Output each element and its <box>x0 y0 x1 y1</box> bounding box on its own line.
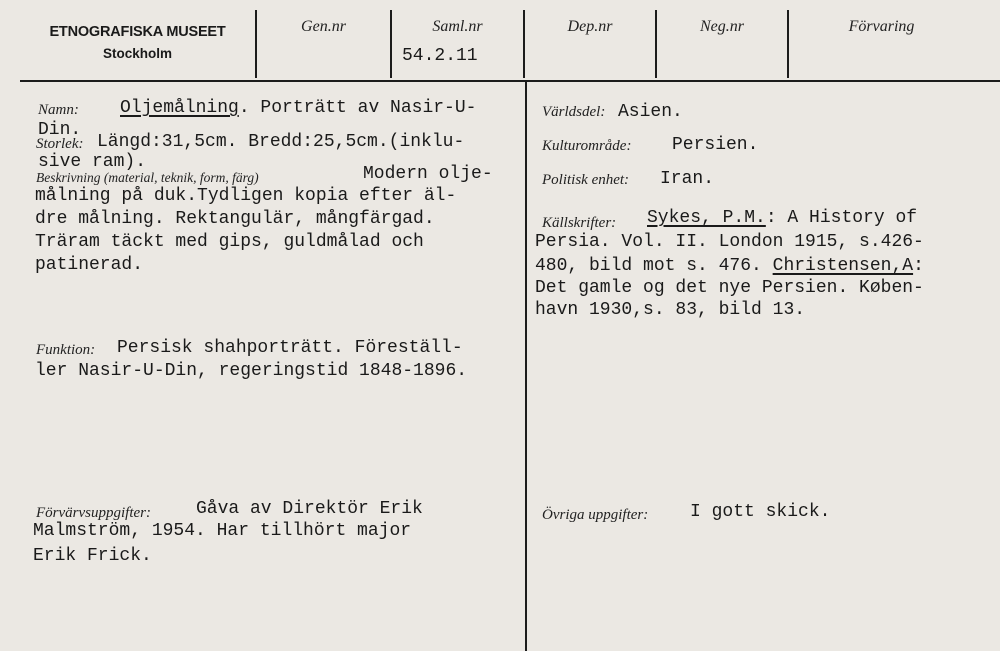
kallskrifter-label: Källskrifter: <box>542 215 617 231</box>
neg-nr-label: Neg.nr <box>700 18 744 35</box>
varldsdel-label: Världsdel: <box>542 104 606 120</box>
namn-rest-1: . Porträtt av Nasir-U- <box>238 98 477 118</box>
header-bottom-rule <box>20 80 1000 82</box>
saml-nr-value: 54.2.11 <box>402 46 478 66</box>
kall-line-3 <box>535 254 924 278</box>
funktion-label: Funktion: <box>36 342 96 358</box>
beskrivning-line-1: Modern olje- <box>363 164 493 184</box>
funktion-line-2: ler Nasir-U-Din, regeringstid 1848-1896. <box>35 361 468 381</box>
kall-line-2: Persia. Vol. II. London 1915, s.426- <box>535 232 924 252</box>
politisk-label: Politisk enhet: <box>542 172 630 188</box>
beskrivning-line-3: dre målning. Rektangulär, mångfärgad. <box>35 209 435 229</box>
kultur-label: Kulturområde: <box>542 138 632 154</box>
funktion-line-1: Persisk shahporträtt. Föreställ- <box>117 338 463 358</box>
politisk-value: Iran. <box>660 169 715 189</box>
kall-line-1-rest: : A History of <box>765 208 918 228</box>
forvarv-label: Förvärvsuppgifter: <box>36 505 151 521</box>
museum-name: ETNOGRAFISKA MUSEET <box>49 24 226 40</box>
forvarv-line-1: Gåva av Direktör Erik <box>196 499 423 519</box>
forvarv-line-2: Malmström, 1954. Har tillhört major <box>33 521 412 541</box>
column-divider <box>525 82 527 651</box>
beskrivning-line-4: Träram täckt med gips, guldmålad och <box>35 232 424 252</box>
storlek-line-2: sive ram). <box>38 152 147 172</box>
varldsdel-value: Asien. <box>618 102 683 122</box>
museum-city: Stockholm <box>102 46 172 61</box>
beskrivning-line-2: målning på duk.Tydligen kopia efter äl- <box>35 186 457 206</box>
kultur-value: Persien. <box>672 135 759 155</box>
beskrivning-label: Beskrivning (material, teknik, form, färg) <box>36 170 259 185</box>
namn-line-1 <box>120 96 476 120</box>
forvaring-label: Förvaring <box>848 18 915 35</box>
beskrivning-line-5: patinerad. <box>35 255 144 275</box>
kall-line-4: Det gamle og det nye Persien. Køben- <box>535 278 924 298</box>
storlek-line-1: Längd:31,5cm. Bredd:25,5cm.(inklu- <box>97 132 465 152</box>
gen-nr-label: Gen.nr <box>301 18 346 35</box>
museum-header <box>20 24 255 61</box>
kall-author-christensen: Christensen,A <box>772 256 914 276</box>
namn-underlined: Oljemålning <box>120 98 239 118</box>
ovriga-label: Övriga uppgifter: <box>542 507 649 523</box>
namn-line-2: Din. <box>38 120 82 140</box>
kall-author-sykes: Sykes, P.M. <box>647 208 766 228</box>
namn-label: Namn: <box>38 102 79 118</box>
kall-line-3-post: : <box>913 256 924 276</box>
storlek-label: Storlek: <box>36 136 84 152</box>
kall-line-1 <box>647 206 917 230</box>
dep-nr-label: Dep.nr <box>567 18 613 35</box>
saml-nr-label: Saml.nr <box>432 18 483 35</box>
forvarv-line-3: Erik Frick. <box>33 546 152 566</box>
kall-line-3-pre: 480, bild mot s. 476. <box>535 256 773 276</box>
kall-line-5: havn 1930,s. 83, bild 13. <box>535 300 806 320</box>
ovriga-value: I gott skick. <box>690 502 831 522</box>
